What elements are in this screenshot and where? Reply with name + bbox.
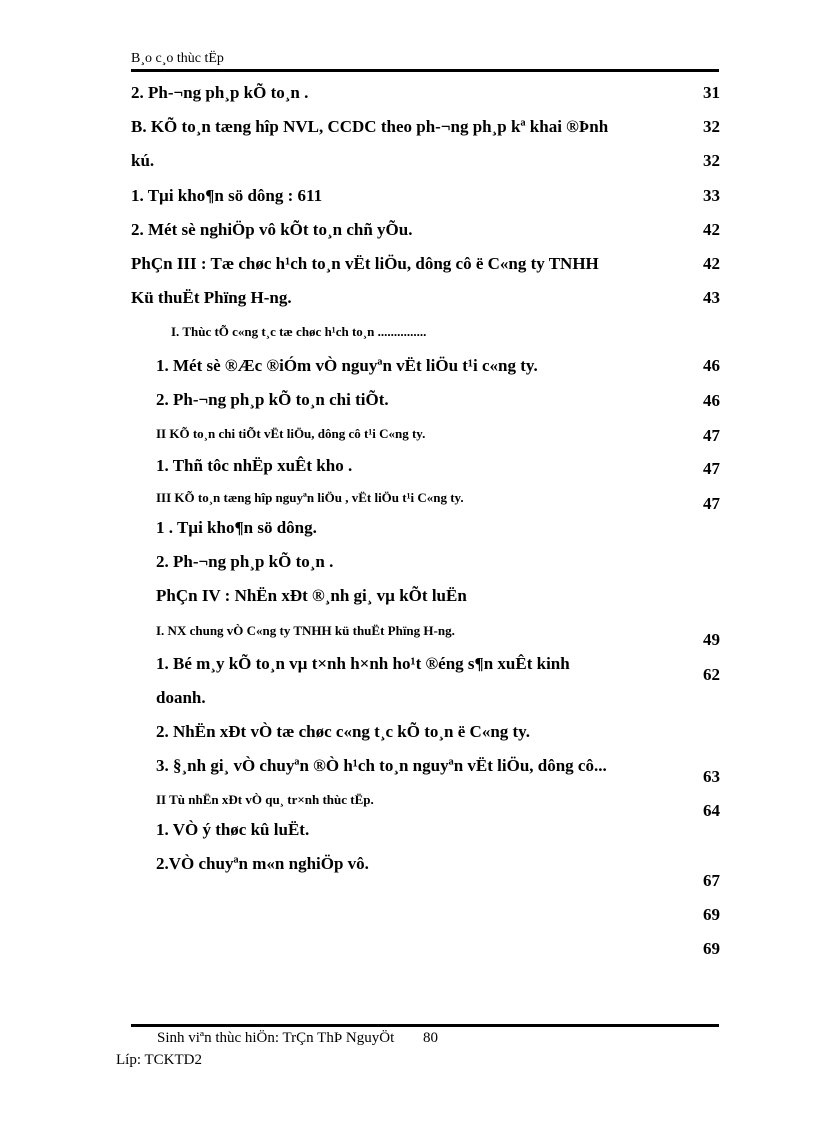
toc-page-number: 32 [703,151,720,170]
toc-page-number: 49 [703,630,720,649]
running-header: B¸o c¸o thùc tËp [131,51,224,66]
toc-entry: 2.VÒ chuyªn m«n nghiÖp vô. [156,854,369,873]
toc-page-number: 33 [703,186,720,205]
toc-entry: 2. Mét sè nghiÖp vô kÕt to¸n chñ yÕu. [131,220,413,239]
toc-entry: 1. Thñ tôc nhËp xuÊt kho . [156,456,353,475]
toc-entry: PhÇn IV : NhËn xÐt ®¸nh gi¸ vµ kÕt luËn [156,586,467,605]
toc-page-number: 64 [703,801,720,820]
toc-entry: kú. [131,151,155,170]
toc-page-number: 47 [703,459,720,478]
toc-entry: doanh. [156,688,206,707]
toc-entry: 2. Ph-¬ng ph¸p kÕ to¸n . [156,552,334,571]
toc-entry: 2. Ph-¬ng ph¸p kÕ to¸n chi tiÕt. [156,390,389,409]
toc-entry: I. Thùc tÕ c«ng t¸c tæ chøc h¹ch to¸n ............... [171,324,427,339]
toc-page-number: 46 [703,391,720,410]
toc-entry: 2. NhËn xÐt vÒ tæ chøc c«ng t¸c kÕ to¸n ë C«ng ty. [156,722,530,741]
toc-entry: III KÕ to¸n tæng hîp nguyªn liÖu , vËt liÖu t¹i C«ng ty. [156,490,464,505]
toc-page-number: 67 [703,871,720,890]
toc-entry: 1. Mét sè ®Æc ®iÓm vÒ nguyªn vËt liÖu t¹i c«ng ty. [156,356,538,375]
toc-page-number: 62 [703,665,720,684]
toc-entry: PhÇn III : Tæ chøc h¹ch to¸n vËt liÖu, dông cô ë C«ng ty TNHH [131,254,599,273]
footer-class: Líp: TCKTD2 [116,1052,202,1068]
toc-page-number: 69 [703,905,720,924]
toc-entry: 1. VÒ ý thøc kû luËt. [156,820,310,839]
footer-page-number: 80 [423,1030,438,1046]
toc-page-number: 31 [703,83,720,102]
toc-entry: 1. Tµi kho¶n sö dông : 611 [131,186,323,205]
toc-entry: Kü thuËt Phïng H-ng. [131,288,292,307]
footer-rule [131,1024,719,1027]
toc-entry: II KÕ to¸n chi tiÕt vËt liÖu, dông cô t¹i C«ng ty. [156,426,426,441]
footer-student: Sinh viªn thùc hiÖn: TrÇn ThÞ NguyÖt [157,1030,395,1046]
toc-page-number: 63 [703,767,720,786]
toc-entry: 1 . Tµi kho¶n sö dông. [156,518,317,537]
toc-entry: B. KÕ to¸n tæng hîp NVL, CCDC theo ph-¬ng ph¸p kª khai ®Þnh [131,117,609,136]
toc-page-number: 42 [703,254,720,273]
toc-entry: 1. Bé m¸y kÕ to¸n vµ t×nh h×nh ho¹t ®éng s¶n xuÊt kinh [156,654,570,673]
toc-page-number: 47 [703,426,720,445]
toc-page-number: 43 [703,288,720,307]
header-rule [131,69,719,72]
toc-page-number: 69 [703,939,720,958]
toc-entry: II Tù nhËn xÐt vÒ qu¸ tr×nh thùc tËp. [156,792,374,807]
toc-page-number: 32 [703,117,720,136]
toc-entry: 2. Ph-¬ng ph¸p kÕ to¸n . [131,83,309,102]
toc-page-number: 42 [703,220,720,239]
toc-entry: I. NX chung vÒ C«ng ty TNHH kü thuËt Phïng H-ng. [156,623,455,638]
toc-entry: 3. §¸nh gi¸ vÒ chuyªn ®Ò h¹ch to¸n nguyªn vËt liÖu, dông cô... [156,756,607,775]
toc-page-number: 47 [703,494,720,513]
toc-page-number: 46 [703,356,720,375]
